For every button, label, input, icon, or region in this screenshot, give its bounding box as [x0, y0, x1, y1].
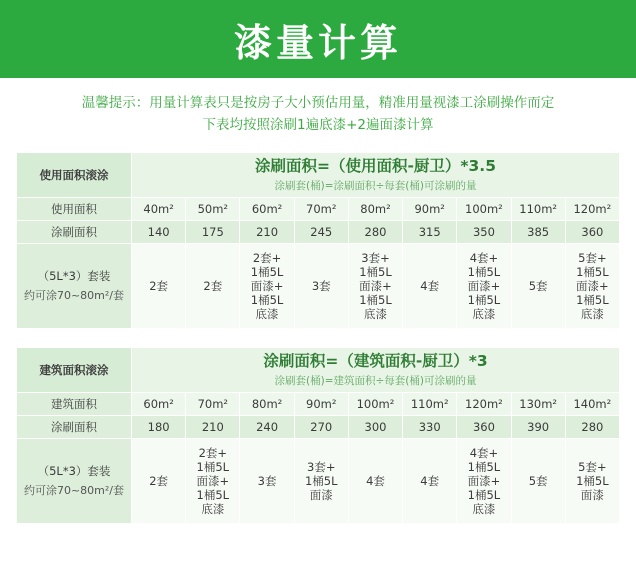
- cell-paint-7: 350: [457, 221, 511, 244]
- cell-set-6: 4套: [403, 244, 457, 329]
- cell-area-1: 40m²: [132, 198, 186, 221]
- cell-area-5: 80m²: [348, 198, 402, 221]
- cell-paint-4: 245: [294, 221, 348, 244]
- cell-paint-1: 140: [132, 221, 186, 244]
- cell-area-8: 130m²: [511, 393, 565, 416]
- cell-set-9: 5套+ 1桶5L 面漆: [565, 439, 619, 524]
- page-title: 漆量计算: [233, 20, 402, 65]
- cell-paint-2: 210: [186, 416, 240, 439]
- table-row: [17, 393, 620, 416]
- cell-area-5: 100m²: [348, 393, 402, 416]
- cell-set-8: 5套: [511, 439, 565, 524]
- table-building-area-wrap: [0, 339, 636, 524]
- row-label-set-package: [17, 439, 132, 524]
- cell-set-3: 2套+ 1桶5L 面漆+ 1桶5L 底漆: [240, 244, 294, 329]
- cell-paint-6: 315: [403, 221, 457, 244]
- table-row: [17, 244, 620, 329]
- cell-paint-8: 390: [511, 416, 565, 439]
- cell-set-2: 2套+ 1桶5L 面漆+ 1桶5L 底漆: [186, 439, 240, 524]
- formula-text: 涂刷面积=（使用面积-厨卫）*3.5: [255, 157, 496, 175]
- set-package-sublabel: 约可涂70~80m²/套: [23, 484, 125, 497]
- notes-section: [0, 78, 636, 144]
- cell-area-4: 70m²: [294, 198, 348, 221]
- cell-set-1: 2套: [132, 439, 186, 524]
- cell-area-7: 120m²: [457, 393, 511, 416]
- cell-set-7: 4套+ 1桶5L 面漆+ 1桶5L 底漆: [457, 244, 511, 329]
- row-label-usable-area: 使用面积: [17, 198, 132, 221]
- cell-set-3: 3套: [240, 439, 294, 524]
- formula-cell-usable: [132, 153, 620, 198]
- table-row: [17, 198, 620, 221]
- cell-set-6: 4套: [403, 439, 457, 524]
- table-row: [17, 439, 620, 524]
- table-building-area: [16, 347, 620, 524]
- note-line-1: 温馨提示：用量计算表只是按房子大小预估用量，精准用量视漆工涂刷操作而定: [81, 95, 555, 111]
- set-package-sublabel: 约可涂70~80m²/套: [23, 289, 125, 302]
- cell-set-7: 4套+ 1桶5L 面漆+ 1桶5L 底漆: [457, 439, 511, 524]
- set-package-label: （5L*3）套装: [37, 464, 111, 478]
- cell-area-3: 80m²: [240, 393, 294, 416]
- cell-paint-1: 180: [132, 416, 186, 439]
- cell-area-8: 110m²: [511, 198, 565, 221]
- cell-paint-7: 360: [457, 416, 511, 439]
- formula-subtext: 涂刷套(桶)=建筑面积÷每套(桶)可涂刷的量: [274, 375, 477, 387]
- cell-area-6: 90m²: [403, 198, 457, 221]
- cell-area-2: 50m²: [186, 198, 240, 221]
- table-usable-area: [16, 152, 620, 329]
- cell-paint-3: 240: [240, 416, 294, 439]
- formula-subtext: 涂刷套(桶)=涂刷面积÷每套(桶)可涂刷的量: [274, 180, 477, 192]
- cell-set-4: 3套+ 1桶5L 面漆: [294, 439, 348, 524]
- note-line-2: 下表均按照涂刷1遍底漆+2遍面漆计算: [202, 117, 434, 133]
- cell-set-5: 3套+ 1桶5L 面漆+ 1桶5L 底漆: [348, 244, 402, 329]
- cell-paint-5: 280: [348, 221, 402, 244]
- cell-set-4: 3套: [294, 244, 348, 329]
- cell-paint-2: 175: [186, 221, 240, 244]
- row-label-paint-area: 涂刷面积: [17, 221, 132, 244]
- cell-area-9: 140m²: [565, 393, 619, 416]
- cell-set-1: 2套: [132, 244, 186, 329]
- table-usable-area-wrap: [0, 144, 636, 329]
- cell-set-9: 5套+ 1桶5L 面漆+ 1桶5L 底漆: [565, 244, 619, 329]
- corner-label-usable: 使用面积滚涂: [17, 153, 132, 198]
- corner-label-building: 建筑面积滚涂: [17, 348, 132, 393]
- table-spacer: [0, 329, 636, 339]
- cell-paint-9: 360: [565, 221, 619, 244]
- cell-set-8: 5套: [511, 244, 565, 329]
- formula-text: 涂刷面积=（建筑面积-厨卫）*3: [263, 352, 488, 370]
- cell-area-4: 90m²: [294, 393, 348, 416]
- cell-area-1: 60m²: [132, 393, 186, 416]
- row-label-paint-area: 涂刷面积: [17, 416, 132, 439]
- cell-paint-5: 300: [348, 416, 402, 439]
- cell-area-2: 70m²: [186, 393, 240, 416]
- cell-paint-4: 270: [294, 416, 348, 439]
- cell-set-5: 4套: [348, 439, 402, 524]
- cell-area-9: 120m²: [565, 198, 619, 221]
- cell-paint-8: 385: [511, 221, 565, 244]
- table-row: [17, 221, 620, 244]
- cell-paint-6: 330: [403, 416, 457, 439]
- page-header: [0, 0, 636, 78]
- set-package-label: （5L*3）套装: [37, 269, 111, 283]
- row-label-set-package: [17, 244, 132, 329]
- formula-cell-building: [132, 348, 620, 393]
- cell-set-2: 2套: [186, 244, 240, 329]
- table-row: [17, 416, 620, 439]
- cell-area-3: 60m²: [240, 198, 294, 221]
- cell-paint-3: 210: [240, 221, 294, 244]
- row-label-building-area: 建筑面积: [17, 393, 132, 416]
- cell-area-6: 110m²: [403, 393, 457, 416]
- cell-area-7: 100m²: [457, 198, 511, 221]
- cell-paint-9: 280: [565, 416, 619, 439]
